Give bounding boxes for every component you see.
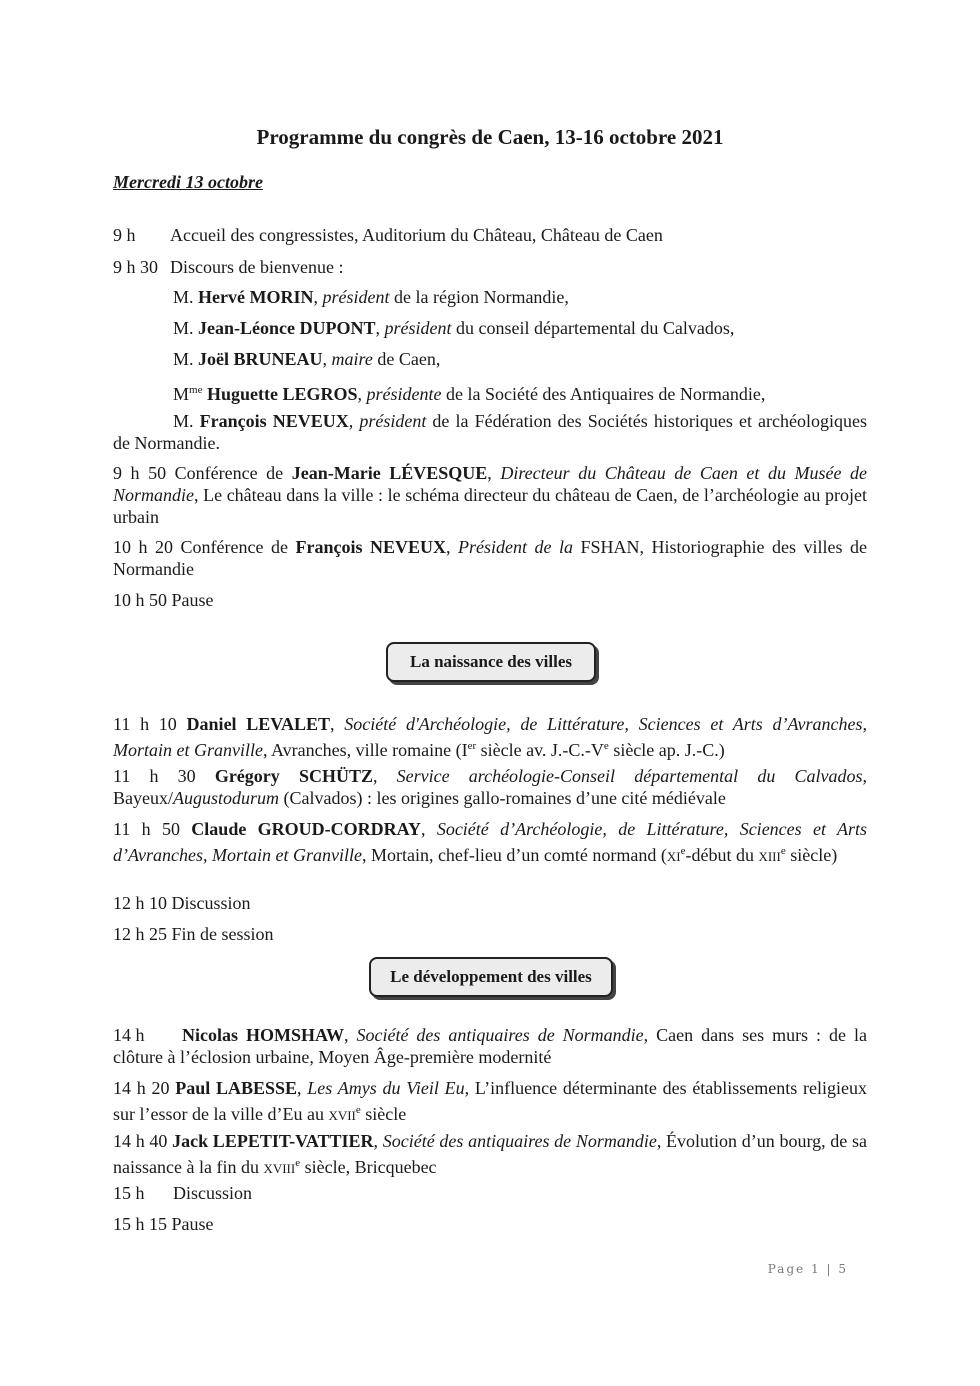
time: 9 h 50 (113, 463, 167, 483)
program-line (113, 224, 867, 246)
time: 15 h 15 (113, 1214, 167, 1234)
text: Discours de bienvenue : (170, 257, 344, 277)
time: 14 h 40 (113, 1131, 168, 1151)
speaker-name: Grégory SCHÜTZ (195, 766, 373, 786)
speaker-role: Les Amys du Vieil Eu (307, 1078, 465, 1098)
time: 11 h 30 (113, 766, 196, 786)
time: 14 h (113, 1025, 145, 1045)
day-heading: Mercredi 13 octobre (113, 172, 263, 192)
speaker-name: Jean-Léonce DUPONT (198, 318, 376, 338)
speaker-role: président (359, 411, 427, 431)
speaker-line: M. Joël BRUNEAU, maire de Caen, (173, 349, 441, 369)
program-line: 15 h Discussion (113, 1183, 253, 1203)
speaker-name: Huguette LEGROS (206, 384, 358, 404)
speaker-role: Société des antiquaires de Normandie (382, 1131, 657, 1151)
speaker-name: Paul LABESSE (169, 1078, 298, 1098)
time: 10 h 50 (113, 590, 167, 610)
speaker-name: Daniel LEVALET (176, 714, 330, 734)
talk-line: 14 h 20 Paul LABESSE, Les Amys du Vieil Eu, L’influence déterminante des établissements religieux sur l’essor de la ville d’Eu au xvii$^e$ siècle (113, 1078, 868, 1124)
speaker-name: Jack LEPETIT-VATTIER (167, 1131, 374, 1151)
speaker-role: Société des antiquaires de Normandie (356, 1025, 644, 1045)
document-title: Programme du congrès de Caen, 13-16 octobre 2021 (256, 125, 724, 149)
speaker-role: président (384, 318, 452, 338)
speaker-name: François NEVEUX (199, 411, 349, 431)
session-box: La naissance des villes (386, 642, 596, 682)
time: 11 h 50 (113, 819, 180, 839)
speaker-name: Claude GROUD-CORDRAY (179, 819, 421, 839)
speaker-name: François NEVEUX (295, 537, 446, 557)
time: 9 h 30 (113, 257, 158, 277)
talk-line: 11 h 10 Daniel LEVALET, Société d'Archéologie, de Littérature, Sciences et Arts d’Avranches, Mortain et Granville, Avranches, ville romaine (Ier siècle av. J.-C.-Ve siècle ap. J.-C.) (113, 714, 867, 760)
talk-line: 14 h 40 Jack LEPETIT-VATTIER, Société des antiquaires de Normandie, Évolution d’un bourg, de sa naissance à la fin du xviii$^e$ siècle, Bricquebec (113, 1131, 867, 1177)
time: 15 h (113, 1183, 145, 1203)
speaker-name: Joël BRUNEAU (198, 349, 323, 369)
time: 12 h 10 (113, 893, 167, 913)
speaker-role: président (322, 287, 390, 307)
speaker-role: Société d’Archéologie, de Littérature, Sciences et Arts d’Avranches, Mortain et Granville (113, 819, 867, 865)
program-line: 12 h 25 Fin de session (113, 924, 274, 944)
program-line: 10 h 50 Pause (113, 590, 214, 610)
time: 9 h (113, 225, 136, 245)
talk-line: 11 h 50 Claude GROUD-CORDRAY, Société d’Archéologie, de Littérature, Sciences et Arts d’Avranches, Mortain et Granville, Mortain, chef-lieu d’un comté normand ($xi^e$-début du xiii$^e$ siècle) (113, 819, 867, 865)
program-line: 12 h 10 Discussion (113, 893, 251, 913)
speaker-name: Nicolas HOMSHAW (182, 1025, 344, 1045)
speaker-role: Directeur du Château de Caen et du Musée de Normandie (113, 463, 868, 505)
speaker-name: Jean-Marie LÉVESQUE (291, 463, 488, 483)
speaker-role: présidente (366, 384, 442, 404)
program-line (113, 256, 867, 278)
time: 12 h 25 (113, 924, 167, 944)
speaker-line: M. Jean-Léonce DUPONT, président du conseil départemental du Calvados, (173, 318, 735, 338)
session-box: Le développement des villes (369, 957, 613, 997)
time: 10 h 20 (113, 537, 174, 557)
speaker-line: M. Hervé MORIN, président de la région Normandie, (173, 287, 569, 307)
speaker-name: Hervé MORIN (198, 287, 314, 307)
speaker-line: M. François NEVEUX, président de la Fédération des Sociétés historiques et archéologiques de Normandie. (113, 411, 868, 453)
speaker-role: Président de la (458, 537, 574, 557)
conference-line: 10 h 20 Conférence de François NEVEUX, Président de la FSHAN, Historiographie des villes de Normandie (113, 537, 868, 579)
program-line: 15 h 15 Pause (113, 1214, 214, 1234)
conference-line: 9 h 50 Conférence de Jean-Marie LÉVESQUE, Directeur du Château de Caen et du Musée de Normandie, Le château dans la ville : le schéma directeur du château de Caen, de l’archéologie au projet urbain (113, 463, 868, 527)
speaker-role: Société d'Archéologie, de Littérature, Sciences et Arts d’Avranches, Mortain et Granville (113, 714, 867, 760)
speaker-role: maire (331, 349, 373, 369)
talk-line: 11 h 30 Grégory SCHÜTZ, Service archéologie-Conseil départemental du Calvados, Bayeux/Augustodurum (Calvados) : les origines gallo-romaines d’une cité médiévale (113, 766, 867, 808)
speaker-line: $M^{me}$ Huguette LEGROS, présidente de la Société des Antiquaires de Normandie, (173, 384, 766, 404)
time: 11 h 10 (113, 714, 177, 734)
page-number: Page 1 | 5 (767, 1262, 848, 1276)
speaker-role: Service archéologie-Conseil départemental du Calvados (396, 766, 863, 786)
time: 14 h 20 (113, 1078, 170, 1098)
talk-line: 14 h Nicolas HOMSHAW, Société des antiquaires de Normandie, Caen dans ses murs : de la clôture à l’éclosion urbaine, Moyen Âge-première modernité (113, 1025, 867, 1067)
text: Accueil des congressistes, Auditorium du Château, Château de Caen (170, 225, 663, 245)
